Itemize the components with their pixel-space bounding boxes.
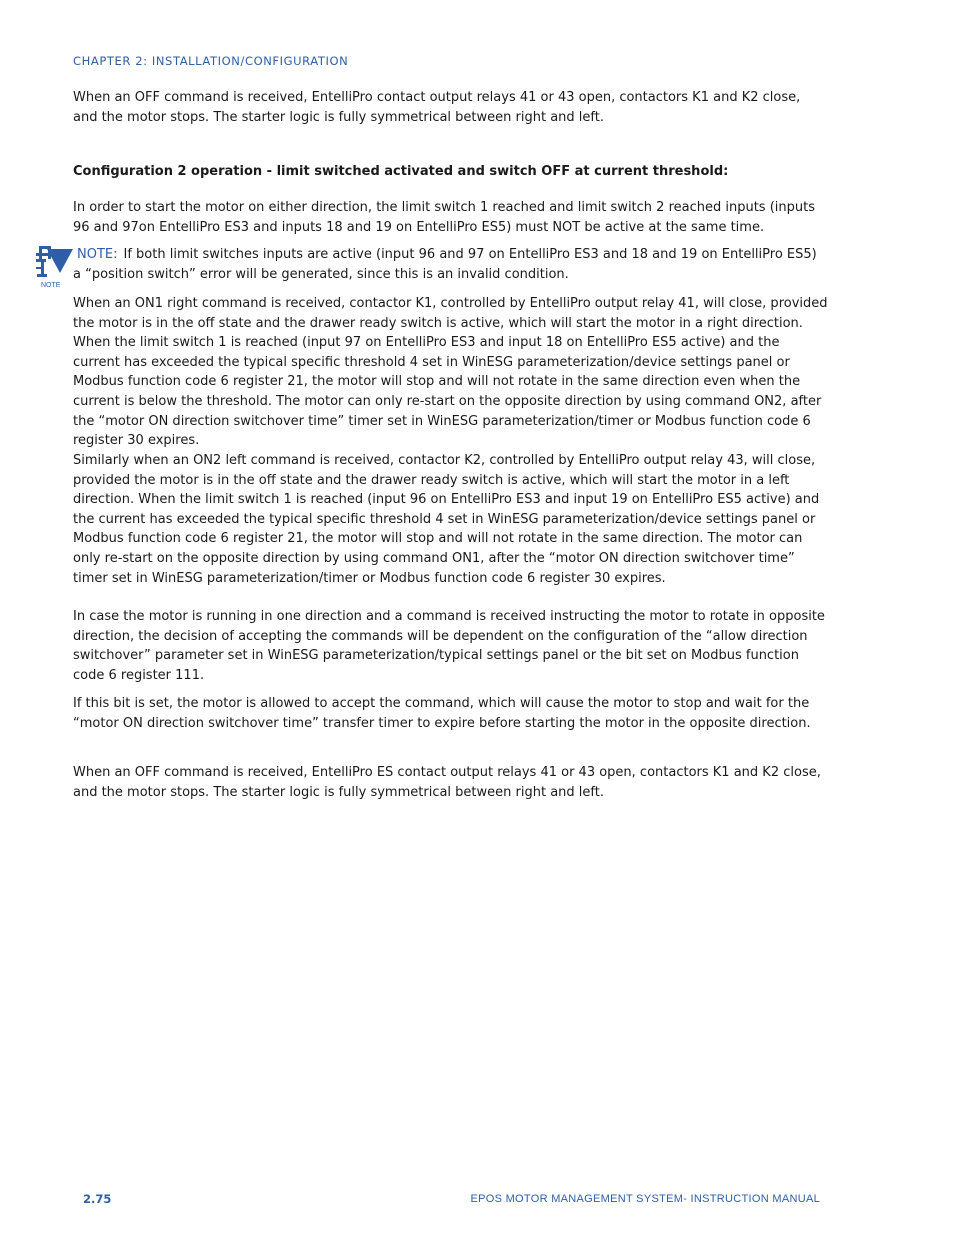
note-label: NOTE: [77,247,118,262]
section-heading: Configuration 2 operation - limit switched activated and switch OFF at current threshold: [73,164,729,179]
note-block [73,245,828,284]
paragraph-direction-switchover: In case the motor is running in one direction and a command is received instructing the motor to rotate in opposite direction, the decision of accepting the commands will be dependent on the configuration of the “allow direction switchover” parameter set in WinESG parameterization/typical settings panel or the bit set on Modbus function code 6 register 111. [73,609,825,683]
manual-title: EPOS MOTOR MANAGEMENT SYSTEM- INSTRUCTION MANUAL [470,1193,820,1205]
paragraph-off-command: When an OFF command is received, EntelliPro contact output relays 41 or 43 open, contactors K1 and K2 close, and the motor stops. The starter logic is fully symmetrical between right and left. [73,90,801,125]
paragraph-bit-set: If this bit is set, the motor is allowed to accept the command, which will cause the motor to stop and wait for the “motor ON direction switchover time” transfer timer to expire before starting the motor in the opposite direction. [73,696,811,731]
page-number: 2.75 [83,1192,112,1206]
paragraph-off-command-es: When an OFF command is received, EntelliPro ES contact output relays 41 or 43 open, contactors K1 and K2 close, and the motor stops. The starter logic is fully symmetrical between right and left. [73,765,821,800]
note-icon-caption: NOTE [41,282,61,289]
paragraph-on2-left: Similarly when an ON2 left command is received, contactor K2, controlled by EntelliPro output relay 43, will close, provided the motor is in the off state and the drawer ready switch is active, which will start the motor in a left direction. When the limit switch 1 is reached (input 96 on EntelliPro ES3 and input 19 on EntelliPro ES5 active) and the current has exceeded the typical specific threshold 4 set in WinESG parameterization/device settings panel or Modbus function code 6 register 21, the motor will stop and will not rotate in the same direction. The motor can only re-start on the opposite direction by using command ON1, after the “motor ON direction switchover time” timer set in WinESG parameterization/timer or Modbus function code 6 register 30 expires. [73,453,820,586]
paragraph-start-conditions: In order to start the motor on either direction, the limit switch 1 reached and limit switch 2 reached inputs (inputs 96 and 97on EntelliPro ES3 and inputs 18 and 19 on EntelliPro ES5) must NOT be active at the same time. [73,200,815,235]
paragraph-on1-right: When an ON1 right command is received, contactor K1, controlled by EntelliPro output relay 41, will close, provided the motor is in the off state and the drawer ready switch is active, which will start the motor in a right direction. When the limit switch 1 is reached (input 97 on EntelliPro ES3 and input 18 on EntelliPro ES5 active) and the current has exceeded the typical specific threshold 4 set in WinESG parameterization/device settings panel or Modbus function code 6 register 21, the motor will stop and will not rotate in the same direction even when the current is below the threshold. The motor can only re-start on the opposite direction by using command ON2, after the “motor ON direction switchover time” timer set in WinESG parameterization/timer or Modbus function code 6 register 30 expires. [73,296,828,449]
chapter-header: CHAPTER 2: INSTALLATION/CONFIGURATION [73,54,349,68]
note-text: If both limit switches inputs are active (input 96 and 97 on EntelliPro ES3 and 18 and 19 on EntelliPro ES5) a “position switch” error will be generated, since this is an invalid condition. [73,247,817,282]
note-icon [33,243,73,289]
